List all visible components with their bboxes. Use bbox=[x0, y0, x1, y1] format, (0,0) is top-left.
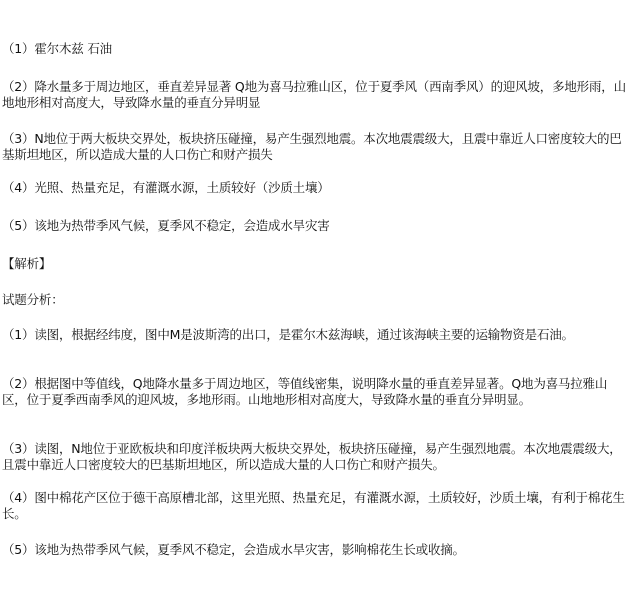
answer-item-1: （1）霍尔木兹 石油 bbox=[2, 41, 112, 56]
analysis-intro: 试题分析： bbox=[2, 292, 64, 307]
analysis-item-5: （5）该地为热带季风气候，夏季风不稳定，会造成水旱灾害，影响棉花生长或收摘。 bbox=[2, 542, 465, 557]
answer-item-2: （2）降水量多于周边地区，垂直差异显著 Q地为喜马拉雅山区，位于夏季风（西南季风）的迎风坡，多地形雨，山地地形相对高度大，导致降水量的垂直分异明显 bbox=[2, 79, 626, 110]
analysis-item-4: （4）图中棉花产区位于德干高原槽北部，这里光照、热量充足，有灌溉水源，土质较好，沙质土壤，有利于棉花生长。 bbox=[2, 490, 625, 521]
analysis-heading: 【解析】 bbox=[2, 256, 52, 271]
analysis-item-2: （2）根据图中等值线，Q地降水量多于周边地区，等值线密集，说明降水量的垂直差异显著。Q地为喜马拉雅山区，位于夏季西南季风的迎风坡，多地形雨。山地地形相对高度大，导致降水量的垂直分异明显。 bbox=[2, 376, 608, 407]
answer-item-4: （4）光照、热量充足，有灌溉水源，土质较好（沙质土壤） bbox=[2, 180, 330, 195]
analysis-item-3: （3）读图，N地位于亚欧板块和印度洋板块两大板块交界处，板块挤压碰撞，易产生强烈地震。本次地震震级大，且震中靠近人口密度较大的巴基斯坦地区，所以造成大量的人口伤亡和财产损失。 bbox=[2, 441, 622, 472]
analysis-item-1: （1）读图，根据经纬度，图中M是波斯湾的出口，是霍尔木兹海峡，通过该海峡主要的运输物资是石油。 bbox=[2, 327, 574, 342]
answer-item-3: （3）N地位于两大板块交界处，板块挤压碰撞，易产生强烈地震。本次地震震级大，且震中靠近人口密度较大的巴基斯坦地区，所以造成大量的人口伤亡和财产损失 bbox=[2, 131, 622, 162]
answer-item-5: （5）该地为热带季风气候，夏季风不稳定，会造成水旱灾害 bbox=[2, 218, 330, 233]
